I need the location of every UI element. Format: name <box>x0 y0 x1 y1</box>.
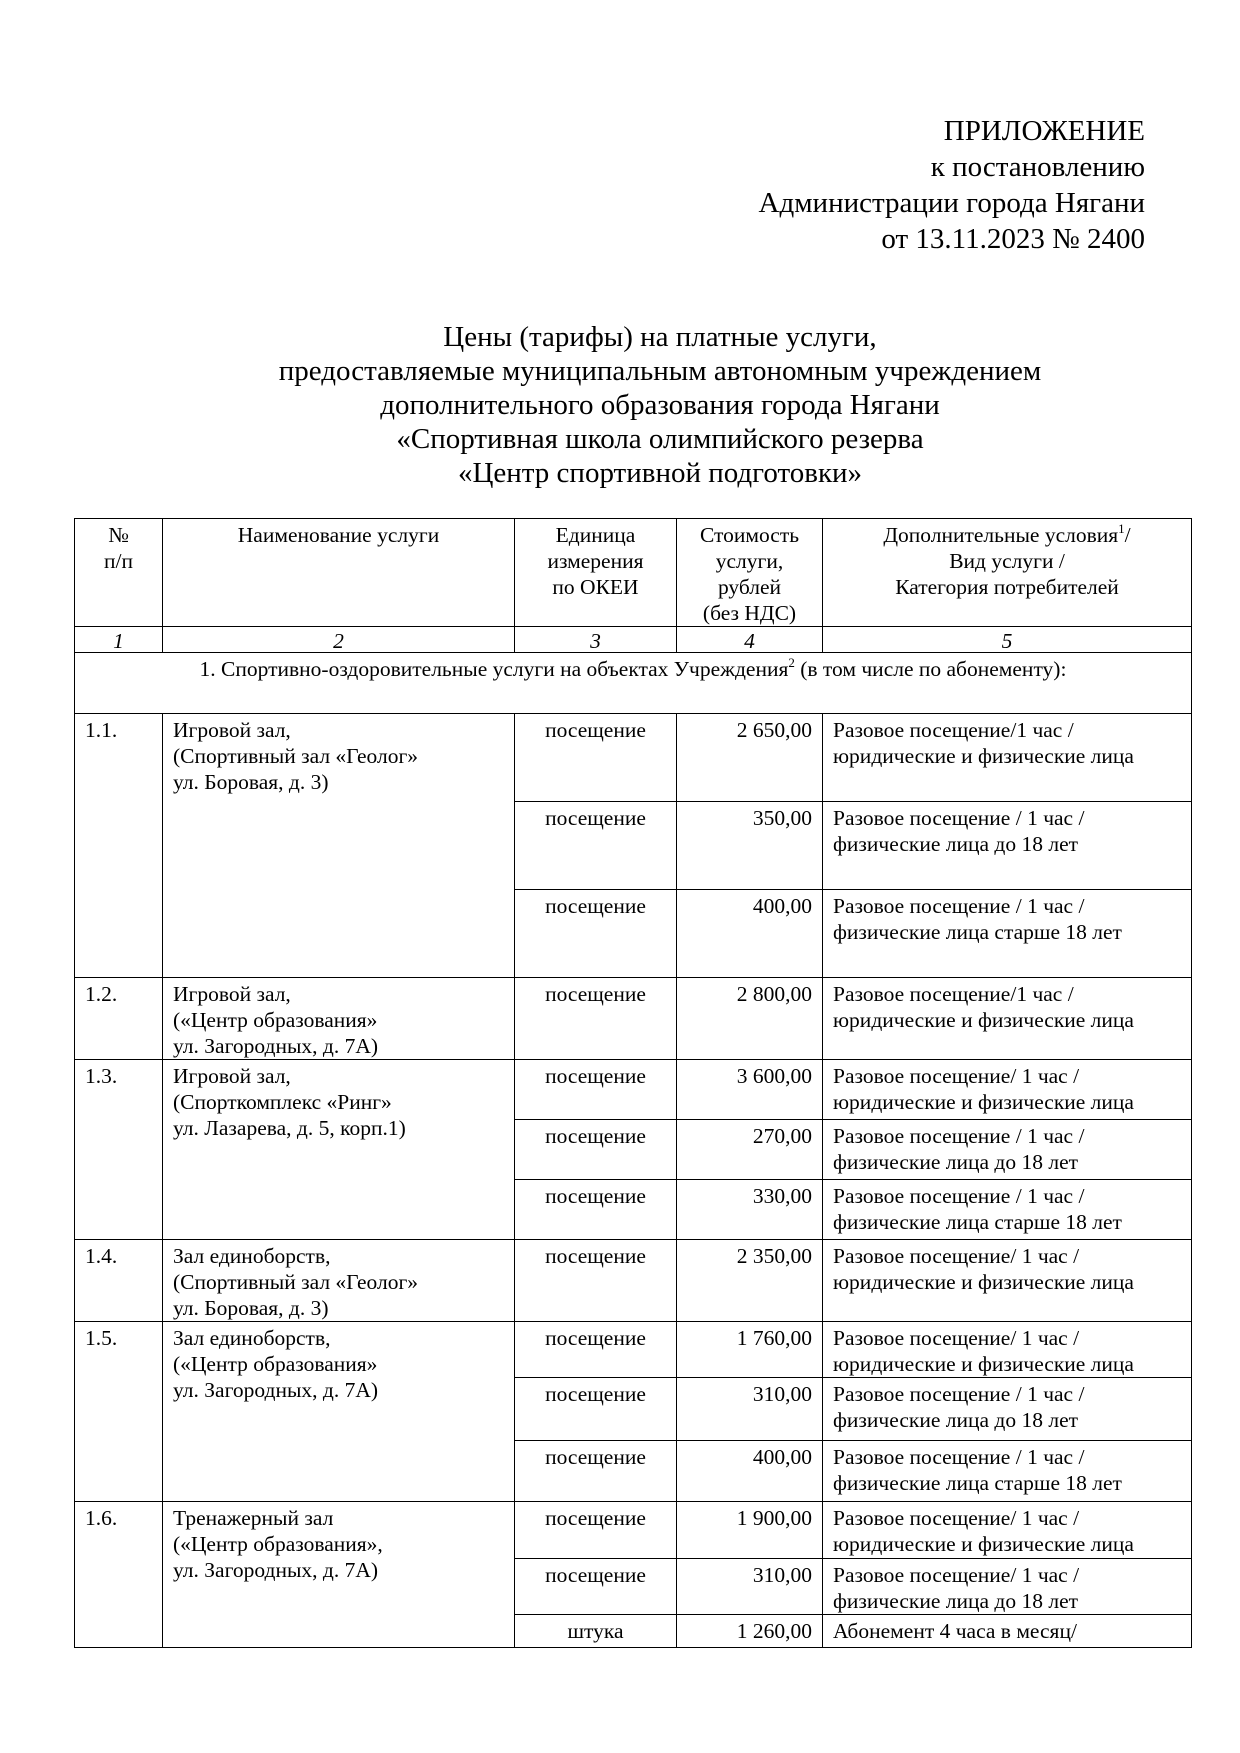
service-name-line: Тренажерный зал <box>173 1506 334 1530</box>
price-cell: 400,00 <box>677 1441 823 1502</box>
title-line: дополнительного образования города Нягани <box>380 389 940 421</box>
section-heading <box>75 653 1192 714</box>
conditions-cell <box>823 714 1192 802</box>
header-price <box>677 519 823 627</box>
service-name <box>163 1502 515 1648</box>
table-row <box>75 1060 1192 1120</box>
header-text: рублей <box>717 575 782 599</box>
conditions-cell <box>823 890 1192 978</box>
conditions-cell <box>823 1559 1192 1615</box>
service-name-line: (Спортивный зал «Геолог» <box>173 1270 419 1294</box>
header-unit <box>515 519 677 627</box>
conditions-line: Разовое посещение/ 1 час / <box>833 1064 1080 1088</box>
title-line: предоставляемые муниципальным автономным учреждением <box>278 355 1042 387</box>
conditions-line: Разовое посещение/ 1 час / <box>833 1563 1080 1587</box>
conditions-line: юридические и физические лица <box>833 1090 1134 1114</box>
unit-cell: посещение <box>515 1120 677 1180</box>
service-name-line: ул. Лазарева, д. 5, корп.1) <box>173 1116 406 1140</box>
section-row <box>75 653 1192 714</box>
price-cell: 330,00 <box>677 1180 823 1240</box>
conditions-cell <box>823 1322 1192 1378</box>
conditions-line: юридические и физические лица <box>833 1008 1134 1032</box>
table-row <box>75 978 1192 1060</box>
conditions-line: Разовое посещение/ 1 час / <box>833 1506 1080 1530</box>
header-text: услуги, <box>715 549 784 573</box>
conditions-line: Разовое посещение / 1 час / <box>833 1124 1085 1148</box>
service-name <box>163 1322 515 1502</box>
conditions-line: физические лица старше 18 лет <box>833 920 1122 944</box>
header-number <box>75 519 163 627</box>
footnote-marker: 2 <box>788 655 795 670</box>
section-text: (в том числе по абонементу): <box>794 657 1067 681</box>
header-row <box>75 519 1192 627</box>
header-text: / <box>1124 523 1131 547</box>
appendix-header <box>625 113 1145 257</box>
price-cell: 3 600,00 <box>677 1060 823 1120</box>
conditions-line: Разовое посещение / 1 час / <box>833 894 1085 918</box>
table-row <box>75 714 1192 802</box>
conditions-line: Разовое посещение / 1 час / <box>833 806 1085 830</box>
conditions-line: физические лица до 18 лет <box>833 832 1079 856</box>
unit-cell: посещение <box>515 1559 677 1615</box>
service-name <box>163 714 515 978</box>
conditions-line: физические лица до 18 лет <box>833 1150 1079 1174</box>
conditions-cell <box>823 978 1192 1060</box>
price-cell: 350,00 <box>677 802 823 890</box>
column-numbers-row <box>75 627 1192 653</box>
price-cell: 1 900,00 <box>677 1502 823 1559</box>
conditions-cell <box>823 1502 1192 1559</box>
service-name-line: Зал единоборств, <box>173 1326 331 1350</box>
conditions-line: Разовое посещение/ 1 час / <box>833 1244 1080 1268</box>
conditions-line: Разовое посещение / 1 час / <box>833 1445 1085 1469</box>
unit-cell: посещение <box>515 1180 677 1240</box>
item-number: 1.3. <box>75 1060 163 1240</box>
service-name <box>163 978 515 1060</box>
service-name <box>163 1240 515 1322</box>
service-name-line: ул. Загородных, д. 7А) <box>173 1378 379 1402</box>
price-table <box>74 518 1192 1648</box>
unit-cell: посещение <box>515 802 677 890</box>
unit-cell: посещение <box>515 714 677 802</box>
conditions-cell <box>823 1615 1192 1648</box>
service-name-line: («Центр образования», <box>173 1532 383 1556</box>
item-number: 1.6. <box>75 1502 163 1648</box>
conditions-cell <box>823 1060 1192 1120</box>
service-name-line: (Спорткомплекс «Ринг» <box>173 1090 392 1114</box>
price-cell: 400,00 <box>677 890 823 978</box>
unit-cell: посещение <box>515 1240 677 1322</box>
conditions-cell <box>823 1120 1192 1180</box>
price-cell: 1 260,00 <box>677 1615 823 1648</box>
unit-cell: посещение <box>515 1502 677 1559</box>
header-conditions <box>823 519 1192 627</box>
unit-cell: посещение <box>515 890 677 978</box>
table-row <box>75 1502 1192 1559</box>
price-cell: 2 350,00 <box>677 1240 823 1322</box>
title-line: «Центр спортивной подготовки» <box>457 457 863 489</box>
service-name-line: («Центр образования» <box>173 1352 378 1376</box>
service-name-line: Игровой зал, <box>173 982 291 1006</box>
item-number: 1.4. <box>75 1240 163 1322</box>
conditions-line: физические лица до 18 лет <box>833 1589 1079 1613</box>
price-cell: 1 760,00 <box>677 1322 823 1378</box>
header-text <box>833 522 1181 548</box>
conditions-line: физические лица старше 18 лет <box>833 1210 1122 1234</box>
conditions-cell <box>823 1240 1192 1322</box>
header-text: № <box>108 523 129 547</box>
table-row <box>75 1322 1192 1378</box>
price-cell: 270,00 <box>677 1120 823 1180</box>
item-number: 1.5. <box>75 1322 163 1502</box>
header-text: Единица <box>555 523 636 547</box>
header-text: Стоимость <box>699 523 800 547</box>
conditions-line: юридические и физические лица <box>833 1270 1134 1294</box>
header-text: Наименование услуги <box>237 523 440 547</box>
service-name-line: Игровой зал, <box>173 1064 291 1088</box>
price-cell: 310,00 <box>677 1378 823 1441</box>
price-cell: 310,00 <box>677 1559 823 1615</box>
appendix-title: ПРИЛОЖЕНИЕ <box>943 115 1145 147</box>
service-name-line: ул. Загородных, д. 7А) <box>173 1558 379 1582</box>
column-number: 1 <box>75 627 163 653</box>
price-cell: 2 650,00 <box>677 714 823 802</box>
conditions-line: юридические и физические лица <box>833 1352 1134 1376</box>
conditions-cell <box>823 1441 1192 1502</box>
item-number: 1.1. <box>75 714 163 978</box>
service-name-line: Зал единоборств, <box>173 1244 331 1268</box>
conditions-cell <box>823 1378 1192 1441</box>
header-text: измерения <box>547 549 644 573</box>
unit-cell: штука <box>515 1615 677 1648</box>
footnote-marker: 1 <box>1118 521 1125 536</box>
unit-cell: посещение <box>515 1322 677 1378</box>
conditions-line: физические лица до 18 лет <box>833 1408 1079 1432</box>
service-name-line: ул. Загородных, д. 7А) <box>173 1034 379 1058</box>
conditions-line: Разовое посещение / 1 час / <box>833 1184 1085 1208</box>
conditions-line: Разовое посещение/1 час / <box>833 718 1074 742</box>
header-text: (без НДС) <box>702 601 797 625</box>
conditions-line: Абонемент 4 часа в месяц/ <box>833 1619 1077 1643</box>
unit-cell: посещение <box>515 978 677 1060</box>
header-service-name <box>163 519 515 627</box>
service-name-line: ул. Боровая, д. 3) <box>173 1296 329 1320</box>
table-row <box>75 1240 1192 1322</box>
column-number: 4 <box>677 627 823 653</box>
appendix-issuer: Администрации города Нягани <box>758 187 1145 219</box>
section-text: 1. Спортивно-оздоровительные услуги на объектах Учреждения <box>199 657 789 681</box>
header-text: по ОКЕИ <box>552 575 639 599</box>
conditions-line: юридические и физические лица <box>833 744 1134 768</box>
header-text: п/п <box>104 549 133 573</box>
header-text: Категория потребителей <box>895 575 1119 599</box>
service-name <box>163 1060 515 1240</box>
service-name-line: (Спортивный зал «Геолог» <box>173 744 419 768</box>
header-text: Дополнительные условия <box>883 523 1119 547</box>
appendix-date-number: от 13.11.2023 № 2400 <box>881 223 1145 255</box>
conditions-line: юридические и физические лица <box>833 1532 1134 1556</box>
unit-cell: посещение <box>515 1441 677 1502</box>
conditions-cell <box>823 802 1192 890</box>
unit-cell: посещение <box>515 1378 677 1441</box>
item-number: 1.2. <box>75 978 163 1060</box>
title-line: «Спортивная школа олимпийского резерва <box>396 423 924 455</box>
header-text: Вид услуги / <box>949 549 1065 573</box>
conditions-line: Разовое посещение / 1 час / <box>833 1382 1085 1406</box>
column-number: 2 <box>163 627 515 653</box>
conditions-cell <box>823 1180 1192 1240</box>
conditions-line: Разовое посещение/ 1 час / <box>833 1326 1080 1350</box>
service-name-line: («Центр образования» <box>173 1008 378 1032</box>
unit-cell: посещение <box>515 1060 677 1120</box>
conditions-line: Разовое посещение/1 час / <box>833 982 1074 1006</box>
price-cell: 2 800,00 <box>677 978 823 1060</box>
conditions-line: физические лица старше 18 лет <box>833 1471 1122 1495</box>
appendix-reference: к постановлению <box>930 151 1145 183</box>
document-title <box>180 320 1140 490</box>
service-name-line: ул. Боровая, д. 3) <box>173 770 329 794</box>
title-line: Цены (тарифы) на платные услуги, <box>443 321 877 353</box>
column-number: 5 <box>823 627 1192 653</box>
column-number: 3 <box>515 627 677 653</box>
service-name-line: Игровой зал, <box>173 718 291 742</box>
